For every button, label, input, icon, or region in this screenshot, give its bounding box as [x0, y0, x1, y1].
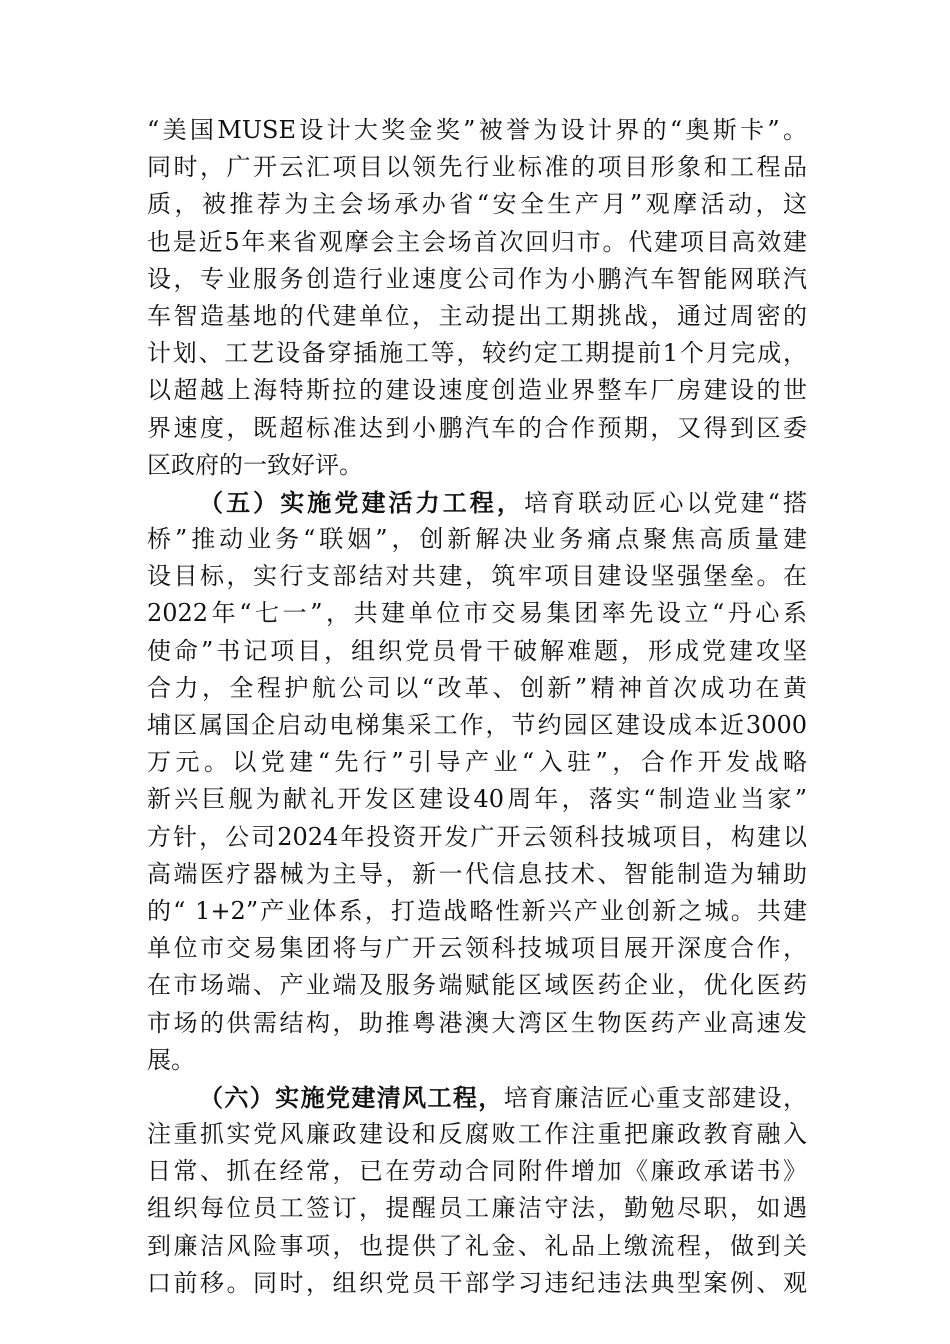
text-line — [147, 1079, 807, 1116]
text-line: 使命”书记项目，组织党员骨干破解难题，形成党建攻坚 — [147, 636, 807, 665]
text-line: 质，被推荐为主会场承办省“安全生产月”观摩活动，这 — [147, 190, 807, 219]
text-line: 口前移。同时，组织党员干部学习违纪违法典型案例、观 — [147, 1268, 807, 1297]
paragraph-1 — [147, 112, 807, 484]
text-line: 高端医疗器械为主导，新一代信息技术、智能制造为辅助 — [147, 859, 807, 888]
text-line: 区政府的一致好评。 — [147, 450, 363, 479]
text-line: 展。 — [147, 1045, 195, 1074]
heading-continuation: 培育联动匠心以党建“搭 — [523, 488, 807, 517]
text-line: 到廉洁风险事项，也提供了礼金、礼品上缴流程，做到关 — [147, 1231, 807, 1260]
heading-continuation: 培育廉洁匠心重支部建设， — [503, 1083, 808, 1112]
text-line: 方针，公司2024年投资开发广开云领科技城项目，构建以 — [147, 822, 807, 851]
text-line: 组织每位员工签订，提醒员工廉洁守法，勤勉尽职，如遇 — [147, 1194, 807, 1223]
document-page — [147, 112, 807, 1302]
text-line: 市场的供需结构，助推粤港澳大湾区生物医药产业高速发 — [147, 1008, 807, 1037]
text-line — [147, 484, 807, 521]
text-line: 同时，广开云汇项目以领先行业标准的项目形象和工程品 — [147, 153, 807, 182]
text-line: 在市场端、产业端及服务端赋能区域医药企业，优化医药 — [147, 971, 807, 1000]
text-line: 以超越上海特斯拉的建设速度创造业界整车厂房建设的世 — [147, 376, 807, 405]
text-line: 设，专业服务创造行业速度公司作为小鹏汽车智能网联汽 — [147, 264, 807, 293]
text-line: 界速度，既超标准达到小鹏汽车的合作预期，又得到区委 — [147, 413, 807, 442]
text-line: 合力，全程护航公司以“改革、创新”精神首次成功在黄 — [147, 673, 807, 702]
text-line: 计划、工艺设备穿插施工等，较约定工期提前1个月完成， — [147, 339, 807, 368]
paragraph-2 — [147, 484, 807, 1079]
text-line: 单位市交易集团将与广开云领科技城项目展开深度合作， — [147, 934, 807, 963]
text-line: 设目标，实行支部结对共建，筑牢项目建设坚强堡垒。在 — [147, 562, 807, 591]
section-heading: （六）实施党建清风工程， — [199, 1082, 504, 1112]
text-line: 车智造基地的代建单位，主动提出工期挑战，通过周密的 — [147, 301, 807, 330]
text-line: 注重抓实党风廉政建设和反腐败工作注重把廉政教育融入 — [147, 1120, 807, 1149]
text-line: “美国MUSE设计大奖金奖”被誉为设计界的“奥斯卡”。 — [147, 116, 807, 144]
text-line: 也是近5年来省观摩会主会场首次回归市。代建项目高效建 — [147, 227, 807, 256]
text-line: 新兴巨舰为献礼开发区建设40周年，落实“制造业当家” — [147, 785, 807, 814]
text-line: 的“ 1+2”产业体系，打造战略性新兴产业创新之城。共建 — [147, 896, 807, 925]
text-line: 埔区属国企启动电梯集采工作，节约园区建设成本近3000 — [147, 711, 807, 739]
text-line: 日常、抓在经常，已在劳动合同附件增加《廉政承诺书》 — [147, 1157, 807, 1186]
text-line: 万元。以党建“先行”引导产业“入驻”，合作开发战略 — [147, 748, 807, 777]
paragraph-3 — [147, 1079, 807, 1302]
section-heading: （五）实施党建活力工程， — [199, 487, 524, 517]
text-line: 2022年“七一”，共建单位市交易集团率先设立“丹心系 — [147, 599, 807, 628]
text-line: 桥”推动业务“联姻”，创新解决业务痛点聚焦高质量建 — [147, 525, 807, 554]
